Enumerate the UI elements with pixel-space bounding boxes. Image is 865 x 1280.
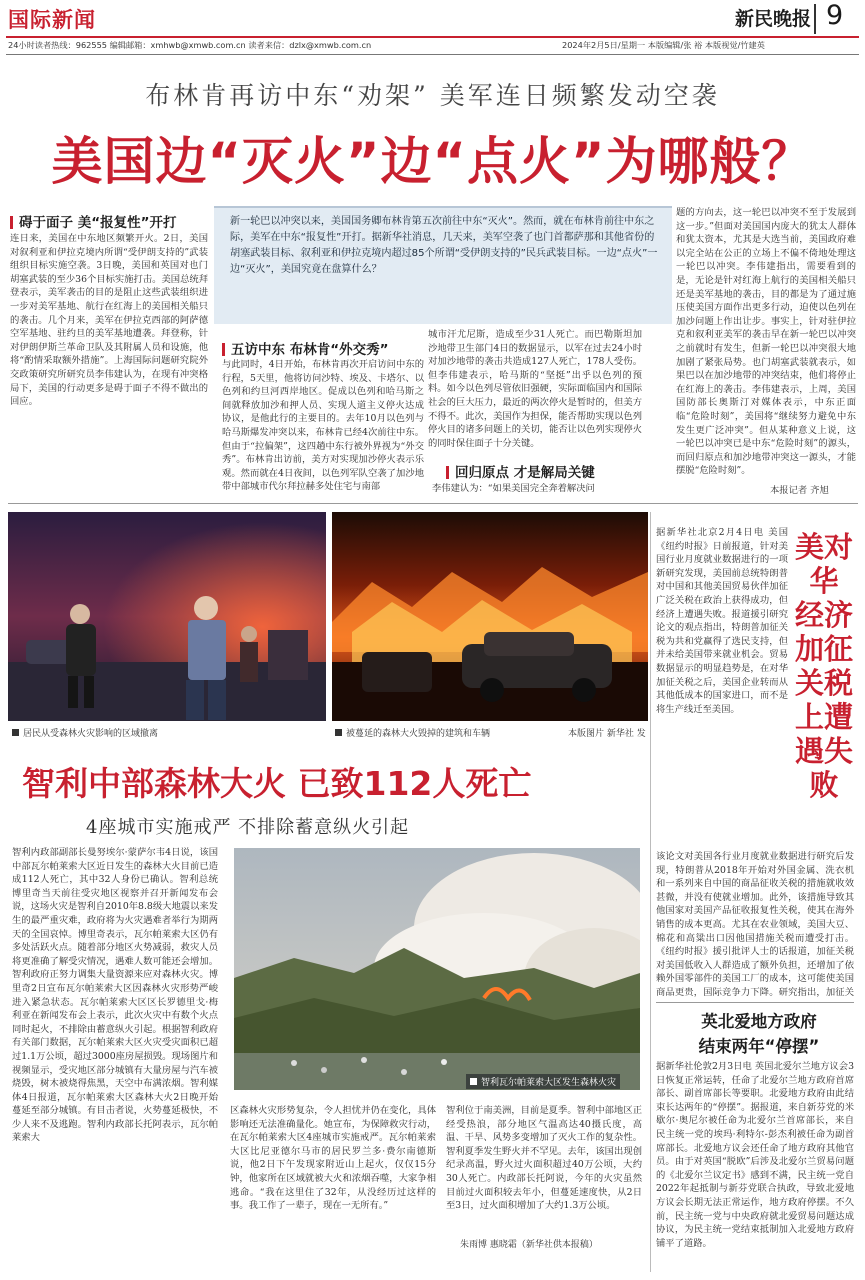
lead-byline: 本报记者 齐旭	[770, 485, 829, 496]
lead-headline: 美国边“灭火”边“点火”为哪般？	[51, 133, 814, 192]
column-divider	[650, 512, 651, 1272]
fire-column-2: 区森林火灾形势复杂，令人担忧并仍在变化，具体影响还无法准确量化。她宣布，为保障救灾行动，在瓦尔帕莱索大区4座城市实施戒严。瓦尔帕莱索大区比尼亚德尔马市的居民罗兰多·费尔南德斯说，他2日下午发现家附近山上起火，仅仅15分钟，他家所在区域就被大火和浓烟吞噬，大家争相逃命。“我在这里住了32年，从没经历过这样的事。我工作了一辈子，现在一无所有。”	[230, 1105, 436, 1212]
lead-column-4: 题的方向去，这一轮巴以冲突不至于发展到这一步。”但面对美国国内庞大的犹太人群体和犹太资本，尤其是大选当前，美国政府难以完全站在公正的立场上不偏不倚地处理这一轮巴以冲突。李伟建指出，需要看到的是，无论是针对红海上航行的美国相关船只还是美军基地的袭击，目的都是为了通过施压使美国方面作出更多行动，迫使以色列在加沙问题上作出让步。事实上，针对驻伊拉克和叙利亚美军的袭击早在新一轮巴以冲突之前就时有发生，但新一轮巴以冲突很大地加剧了紧张局势。也门胡塞武装就表示，如果巴以在加沙地带的冲突结束，他们将停止在红海上的袭击。李伟建表示，上周，美国国防部长奥斯汀对媒体表示，中东正面临“危险时刻”，美国将“继续努力避免中东发生更广泛冲突”。但从某种意义上说，这一轮巴以冲突已是中东“危险时刻”的源头，而回归原点和加沙地带冲突这一源头，才能摆脱“危险时刻”。	[676, 207, 856, 477]
evacuation-photo	[8, 512, 326, 721]
lead-column-3: 城市汗尤尼斯，造成至少31人死亡。而巴勒斯坦加沙地带卫生部门4日的数据显示，以军在过去24小时对加沙地带的袭击共造成127人死亡，178人受伤。但李伟建表示，哈马斯的“坚挺”出乎以色列的预料。如今以色列尽管依旧强硬，实际面临国内和国际社会的巨大压力，最近的两次停火是暂时的，但美方不得不。此次，美国作为担保，能否帮助实现以色列停火目的诸多问题上的关切，能否让以色列实现停火的同时保住面子十分关键。	[428, 329, 642, 449]
caption-marker-icon	[335, 729, 342, 736]
section-title: 国际新闻	[8, 8, 96, 32]
fire-headline: 智利中部森林大火 已致112人死亡	[22, 764, 532, 803]
ni-column: 据新华社伦敦2月3日电 英国北爱尔兰地方议会3日恢复正常运转，任命了北爱尔兰地方政府首席部长、副首席部长等要职。北爱地方政府由此结束长达两年的“停摆”。据报道，来自新芬党的米歇尔·奥尼尔被任命为北爱尔兰首席部长，来自民主统一党的埃玛·利特尔-彭杰利被任命为副首席部长。北爱地方议会还任命了地方政府其他官员。由于对英国“脱欧”后涉及北爱尔兰贸易问题的《北爱尔兰议定书》感到不满，民主统一党自2022年起抵制与新芬党联合执政，导致北爱地方议会长期无法正常运作，地方政府停摆。不久前，民主统一党与中央政府就北爱贸易问题达成协议，为民主统一党结束抵制加入北爱地方政府铺平了道路。	[656, 1061, 854, 1249]
lead-column-3-tail: 李伟建认为：“如果美国完全奔着解决问	[432, 483, 595, 494]
lead-subhead-2: 五访中东 布林肯“外交秀”	[222, 338, 388, 358]
fire-subtitle: 4座城市实施戒严 不排除蓄意纵火引起	[86, 817, 410, 838]
fire-column-1: 智利内政部副部长曼努埃尔·蒙萨尔韦4日说，该国中部瓦尔帕莱索大区近日发生的森林大火目前已造成112人死亡，其中32人身份已确认。智利总统博里奇当天前往受灾地区视察并召开新闻发布会说，这场火灾是智利自2010年8.8级大地震以来发生的最严重灾难，政府将为火灾遇难者举行为期两天的全国哀悼。博里奇表示，瓦尔帕莱索大区仍有多处活跃火点。随着部分地区火势减弱，救灾人员将更准确了解受灾情况，遇难人数可能还会增加。智利政府正努力调集大量资源来应对森林火灾。博里奇2日宣布瓦尔帕莱索大区因森林火灾形势严峻进入紧急状态。瓦尔帕莱索大区区长罗德里戈·梅利亚在新闻发布会上表示，此次火灾中有数个火点同时起火，不排除由蓄意纵火引起。根据智利政府有关部门数据，瓦尔帕莱索大区火灾受灾面积已超过1.1万公顷，超过3000座房屋损毁。现场图片和视频显示，受灾地区部分城镇有大量房屋与汽车被烧毁，树木被烧得焦黑，天空中布满浓烟。智利媒体4日报道，瓦尔帕莱索大区森林大火2日晚开始蔓延至部分城镇。有目击者说，火势蔓延极快，不少人来不及逃跑。智利内政部长托阿表示，瓦尔帕莱索大	[12, 847, 218, 1144]
masthead-rule-bottom	[6, 54, 859, 55]
page-number: 9	[826, 0, 844, 31]
caption-text: 被蔓延的森林大火毁掉的建筑和车辆	[346, 729, 491, 739]
edition-info: 2024年2月5日/星期一 本版编辑/张 裕 本版视觉/竹建英	[562, 40, 765, 50]
story-divider	[656, 1002, 854, 1003]
newspaper-name: 新民晚报	[735, 8, 812, 30]
contact-info: 24小时读者热线：962555 编辑邮箱：xmhwb@xmwb.com.cn 读者来信：dzlx@xmwb.com.cn	[8, 40, 372, 50]
lead-summary: 新一轮巴以冲突以来，美国国务卿布林肯第五次前往中东“灭火”。然而，就在布林肯前往中东之际，美军在中东“报复性”开打。据新华社消息，几天来，美军空袭了也门首都萨那和其他省份的胡塞武装目标、叙利亚和伊拉克境内超过85个所谓“受伊朗支持的”民兵武装目标。一边“点火”一边“灭火”，美国究竟在盘算什么？	[230, 216, 658, 275]
caption-marker-icon	[12, 729, 19, 736]
lead-column-2: 与此同时，4日开始，布林肯再次开启访问中东的行程，5天里，他将访问沙特、埃及、卡塔尔、以色列和约旦河西岸地区。促成以色列和哈马斯之间就释放加沙和押人员、实现人道主义停火达成协议，是他此行的主要目的。去年10月以色列与哈马斯爆发冲突以来，布林肯已经4次前往中东。但由于“拉偏架”，这四趟中东行被外界视为“外交秀”。布林肯出访前，美方对实现加沙停火表示乐观。然而就在4日夜间，以色列军队空袭了加沙地带中部城市代尔拜拉赫多处住宅与南部	[222, 359, 424, 493]
caption-marker-icon	[470, 1078, 477, 1085]
photo-credit: 本版图片 新华社 发	[568, 729, 646, 739]
tariff-column-1: 据新华社北京2月4日电 美国《纽约时报》日前报道，针对美国行业月度就业数据进行的一项新研究发现，美国前总统特朗普对中国和其他美国贸易伙伴加征广泛关税在政治上获得成功，但经济上遭遇失败。报道援引研究论文的观点指出，特朗普加征关税为共和党赢得了选民支持，但并未给美国带来就业机会。贸易数据显示的明显趋势是，在对华加征关税之后，美国企业转而从其他低成本的国家进口，而不是将生产线迁至美国。	[656, 527, 788, 715]
photo-caption-left	[12, 726, 158, 739]
lead-kicker: 布林肯再访中东“劝架” 美军连日频繁发动空袭	[145, 81, 720, 110]
fire-byline: 朱雨博 惠晓霜（新华社供本报稿）	[460, 1240, 598, 1250]
caption-text: 居民从受森林火灾影响的区域撤离	[23, 729, 159, 739]
lead-subhead-1: 碍于面子 美“报复性”开打	[10, 211, 176, 231]
tariff-headline: 美对华 经济加征关税 上遭遇失败	[794, 530, 853, 802]
burned-buildings-photo	[332, 512, 648, 721]
section-divider	[8, 503, 858, 504]
tariff-column-2: 该论文对美国各行业月度就业数据进行研究后发现，特朗普从2018年开始对外国金属、洗衣机和一系列来自中国的商品征收关税的措施就收效甚微，并没有使就业增加。此外，该措施导致其他国家对美国产品征收报复性关税，使其在海外销售的成本更高。尤其在农业领域，美国大豆、棉花和高粱出口因他国措施关税而遭受打击。《纽约时报》援引批评人士的话报道，加征关税对美国低收入人群造成了额外负担，还增加了依赖外国零部件的美国工厂的成本，这可能使美国商品更贵，国际竞争力下降。研究指出，加征关	[656, 851, 854, 998]
lead-subhead-3: 回归原点 才是解局关键	[446, 461, 595, 481]
masthead-rule	[6, 36, 859, 38]
lead-column-1: 连日来，美国在中东地区频繁开火。2日，美国对叙利亚和伊拉克境内所谓“受伊朗支持的”武装组织目标实施空袭。3日晚，美国和英国对也门胡塞武装的至少36个目标实施打击。美国总统拜登表示，美军袭击的目的是阻止这些武装组织进一步对美军基地、航行在红海上的美国相关船只的袭击。几个月来，美军在伊拉克西部的阿萨德空军基地、驻约旦的美军基地遭袭。拜登称，针对伊朗伊斯兰革命卫队及其附属人员和设施，他将“酌情采取额外措施”。上海国际问题研究院外交政策研究所研究员李伟建认为，在现有冲突格局下，美国的行动更多是碍于面子不得不做出的回应。	[10, 233, 208, 408]
masthead-divider	[814, 4, 816, 34]
wildfire-aerial-photo	[234, 848, 640, 1090]
wildfire-caption	[466, 1074, 620, 1089]
fire-column-3: 智利位于南美洲，目前是夏季。智利中部地区正经受热浪，部分地区气温高达40摄氏度，高温、干旱、风势多变增加了灭火工作的复杂性。智利夏季发生野火并不罕见。去年，该国出现创纪录高温，野火过火面积超过40万公顷，大约30人死亡。内政部长托阿说，今年的火灾虽然目前过火面积较去年小，但蔓延速度快，从2日至3日，过火面积增加了大约1.3万公顷。	[446, 1105, 642, 1212]
ni-headline: 英北爱地方政府 结束两年“停摆”	[698, 1012, 820, 1056]
caption-text: 智利瓦尔帕莱索大区发生森林火灾	[481, 1078, 617, 1088]
photo-caption-right	[335, 726, 490, 739]
